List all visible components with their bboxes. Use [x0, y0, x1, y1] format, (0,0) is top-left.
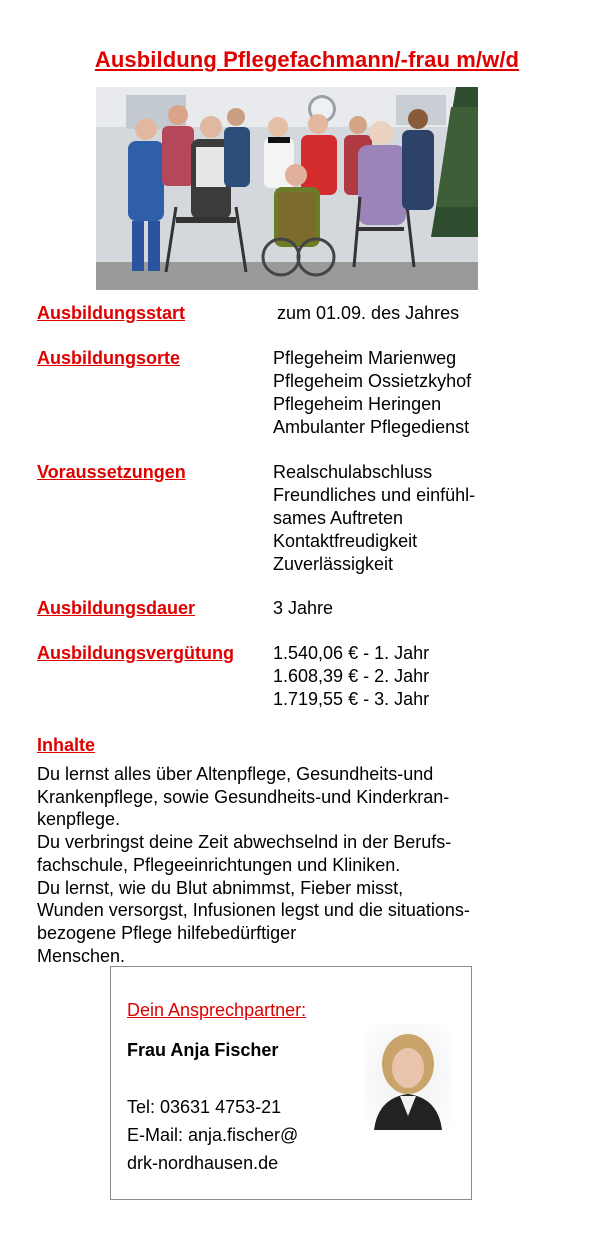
contact-box [110, 966, 472, 1200]
detail-values [277, 302, 459, 325]
paragraph-line: fachschule, Pflegeeinrichtungen und Kliniken. [37, 854, 401, 875]
detail-value: Kontaktfreudigkeit [273, 531, 418, 551]
paragraph-line: Du verbringst deine Zeit abwechselnd in der Berufs- [37, 832, 452, 853]
contact-email-line2[interactable]: drk-nordhausen.de [127, 1153, 279, 1173]
paragraph-line: Du lernst alles über Altenpflege, Gesundheits-und [37, 764, 434, 784]
detail-value: sames Auftreten [273, 508, 404, 528]
detail-value: 1.540,06 € - 1. Jahr [273, 643, 430, 663]
contact-portrait [364, 1024, 452, 1130]
detail-value: Ambulanter Pflegedienst [273, 417, 470, 437]
paragraph-line: Krankenpflege, sowie Gesundheits-und Kinderkran- [37, 786, 450, 807]
contact-name: Frau Anja Fischer [127, 1040, 279, 1060]
detail-value: 3 Jahre [273, 598, 334, 618]
contact-heading: Dein Ansprechpartner: [127, 1000, 307, 1020]
paragraph-line: bezogene Pflege hilfebedürftiger [37, 922, 297, 943]
detail-value: Pflegeheim Ossietzkyhof [273, 371, 472, 391]
detail-value: 1.719,55 € - 3. Jahr [273, 689, 430, 709]
detail-value: Zuverlässigkeit [273, 554, 394, 574]
detail-label: Voraussetzungen [37, 462, 186, 482]
detail-values [273, 597, 333, 620]
inhalte-text [37, 763, 577, 967]
detail-values [273, 347, 471, 439]
paragraph-line: kenpflege. [37, 809, 121, 830]
detail-value: Realschulabschluss [273, 462, 433, 482]
paragraph-line: Wunden versorgst, Infusionen legst und die situations- [37, 900, 470, 921]
paragraph-line: Menschen. [37, 945, 126, 966]
detail-values [273, 461, 475, 576]
inhalte-heading: Inhalte [37, 735, 96, 755]
contact-email-line1[interactable]: E-Mail: anja.fischer@ [127, 1125, 299, 1145]
detail-value: Pflegeheim Heringen [273, 394, 442, 414]
detail-values [273, 642, 429, 711]
detail-label: Ausbildungsdauer [37, 598, 196, 618]
detail-value: Pflegeheim Marienweg [273, 348, 457, 368]
detail-value: Freundliches und einfühl- [273, 485, 476, 505]
contact-details [127, 1093, 298, 1177]
paragraph-line: Du lernst, wie du Blut abnimmst, Fieber misst, [37, 877, 404, 898]
contact-phone[interactable]: Tel: 03631 4753-21 [127, 1097, 282, 1117]
detail-label: Ausbildungsstart [37, 303, 186, 323]
detail-value: 1.608,39 € - 2. Jahr [273, 666, 430, 686]
detail-label: Ausbildungsvergütung [37, 643, 234, 663]
page-title: Ausbildung Pflegefachmann/-frau m/w/d [94, 47, 520, 72]
team-photo [96, 87, 478, 290]
detail-value: zum 01.09. des Jahres [277, 303, 460, 323]
detail-label: Ausbildungsorte [37, 348, 180, 368]
